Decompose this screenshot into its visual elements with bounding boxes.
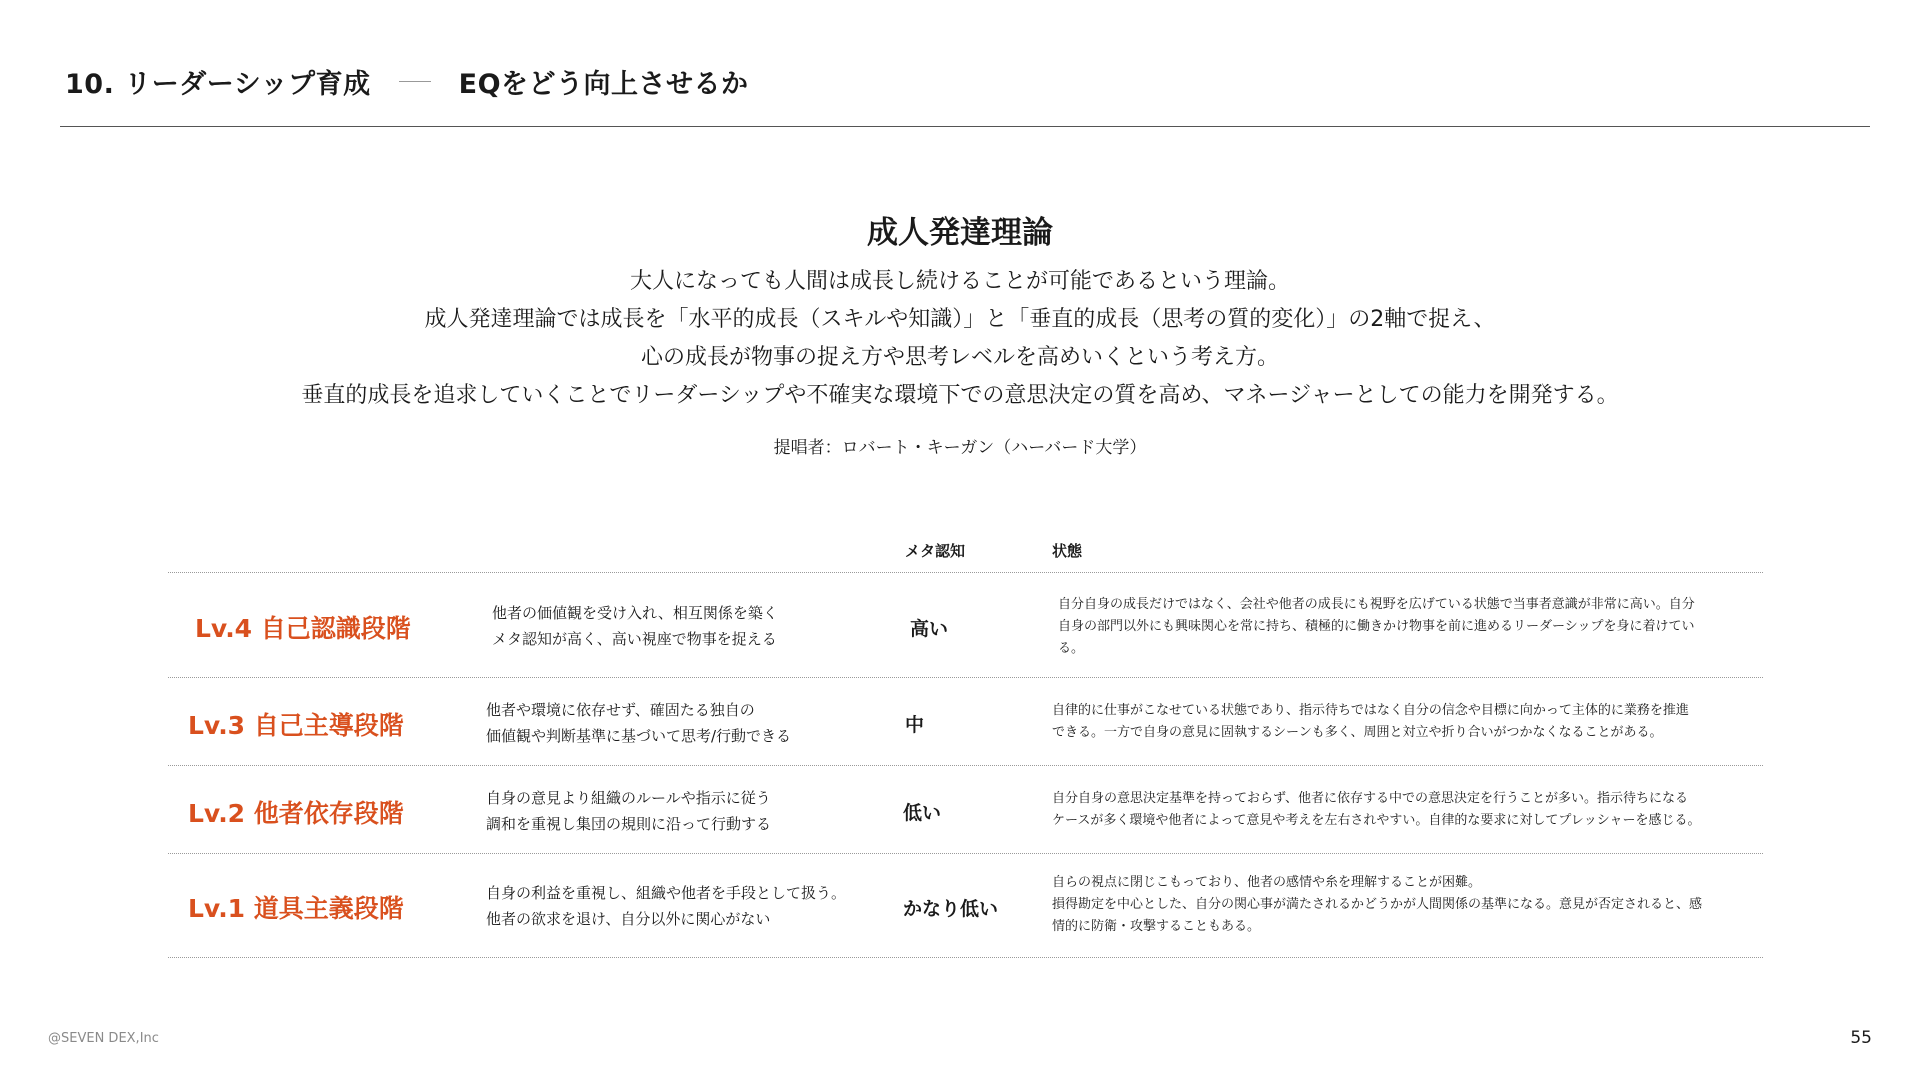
column-header-meta: メタ認知 [905, 542, 966, 560]
state-line: 自分自身の意思決定基準を持っておらず、他者に依存する中での意思決定を行うことが多い。指示待ちになる [1052, 791, 1688, 806]
slide-header [65, 62, 749, 101]
level-description-lv2 [486, 785, 771, 837]
description-line: 自身の利益を重視し、組織や他者を手段として扱う。 [486, 884, 847, 902]
row-divider [168, 765, 1763, 766]
description-line: 自身の意見より組織のルールや指示に従う [486, 789, 771, 807]
meta-cognition-lv3: 中 [905, 714, 925, 736]
description-line: 価値観や判断基準に基づいて思考/行動できる [486, 727, 792, 745]
section-title: 10. リーダーシップ育成 [65, 69, 371, 100]
level-label-lv3: Lv.3 自己主導段階 [188, 711, 404, 740]
meta-cognition-lv4: 高い [910, 618, 949, 640]
column-header-state: 状態 [1052, 542, 1083, 560]
theory-line: 心の成長が物事の捉え方や思考レベルを高めいくという考え方。 [640, 345, 1279, 370]
description-line: 他者の欲求を退け、自分以外に関心がない [486, 910, 771, 928]
state-text-lv2 [1052, 788, 1752, 832]
theory-line: 成人発達理論では成長を「水平的成長（スキルや知識）」と「垂直的成長（思考の質的変化）」の2軸で捉え、 [424, 307, 1496, 332]
state-text-lv1 [1052, 872, 1752, 938]
row-divider [168, 853, 1763, 854]
level-description-lv4 [492, 600, 778, 652]
page-number: 55 [1850, 1028, 1872, 1048]
state-line: 自身の部門以外にも興味関心を常に持ち、積極的に働きかけ物事を前に進めるリーダーシップを身に着けてい [1058, 619, 1695, 634]
row-divider [168, 572, 1763, 573]
level-label-lv4: Lv.4 自己認識段階 [195, 614, 411, 643]
slide-subtitle: EQをどう向上させるか [458, 69, 749, 100]
header-rule [60, 126, 1870, 127]
theory-line: 垂直的成長を追求していくことでリーダーシップや不確実な環境下での意思決定の質を高め、マネージャーとしての能力を開発する。 [301, 383, 1619, 408]
state-line: できる。一方で自身の意見に固執するシーンも多く、周囲と対立や折り合いがつかなくなることがある。 [1052, 725, 1663, 740]
level-description-lv1 [486, 880, 846, 932]
state-line: 自分自身の成長だけではなく、会社や他者の成長にも視野を広げている状態で当事者意識が非常に高い。自分 [1058, 597, 1695, 612]
state-line: ケースが多く環境や他者によって意見や考えを左右されやすい。自律的な要求に対してプレッシャーを感じる。 [1052, 813, 1701, 828]
state-text-lv3 [1052, 700, 1752, 744]
level-description-lv3 [486, 697, 791, 749]
header-dash-divider [399, 81, 431, 82]
state-line: る。 [1058, 641, 1085, 656]
description-line: 調和を重視し集団の規則に沿って行動する [486, 815, 772, 833]
meta-cognition-lv2: 低い [903, 802, 942, 824]
description-line: 他者の価値観を受け入れ、相互関係を築く [492, 604, 778, 622]
row-divider [168, 957, 1763, 958]
copyright-text: @SEVEN DEX,Inc [48, 1031, 159, 1046]
level-label-lv2: Lv.2 他者依存段階 [188, 799, 404, 828]
state-line: 損得勘定を中心とした、自分の関心事が満たされるかどうかが人間関係の基準になる。意見が否定されると、感 [1052, 897, 1703, 912]
level-label-lv1: Lv.1 道具主義段階 [188, 894, 404, 923]
row-divider [168, 677, 1763, 678]
meta-cognition-lv1: かなり低い [903, 898, 999, 920]
proposer-credit: 提唱者：ロバート・キーガン（ハーバード大学） [773, 438, 1147, 458]
state-text-lv4 [1058, 594, 1758, 660]
theory-description [0, 263, 1920, 415]
state-line: 情的に防衛・攻撃することもある。 [1052, 919, 1261, 934]
state-line: 自らの視点に閉じこもっており、他者の感情や糸を理解することが困難。 [1052, 875, 1482, 890]
theory-line: 大人になっても人間は成長し続けることが可能であるという理論。 [629, 269, 1290, 294]
description-line: メタ認知が高く、高い視座で物事を捉える [492, 630, 777, 648]
theory-title: 成人発達理論 [867, 215, 1053, 251]
description-line: 他者や環境に依存せず、確固たる独自の [486, 701, 755, 719]
state-line: 自律的に仕事がこなせている状態であり、指示待ちではなく自分の信念や目標に向かって主体的に業務を推進 [1052, 703, 1689, 718]
